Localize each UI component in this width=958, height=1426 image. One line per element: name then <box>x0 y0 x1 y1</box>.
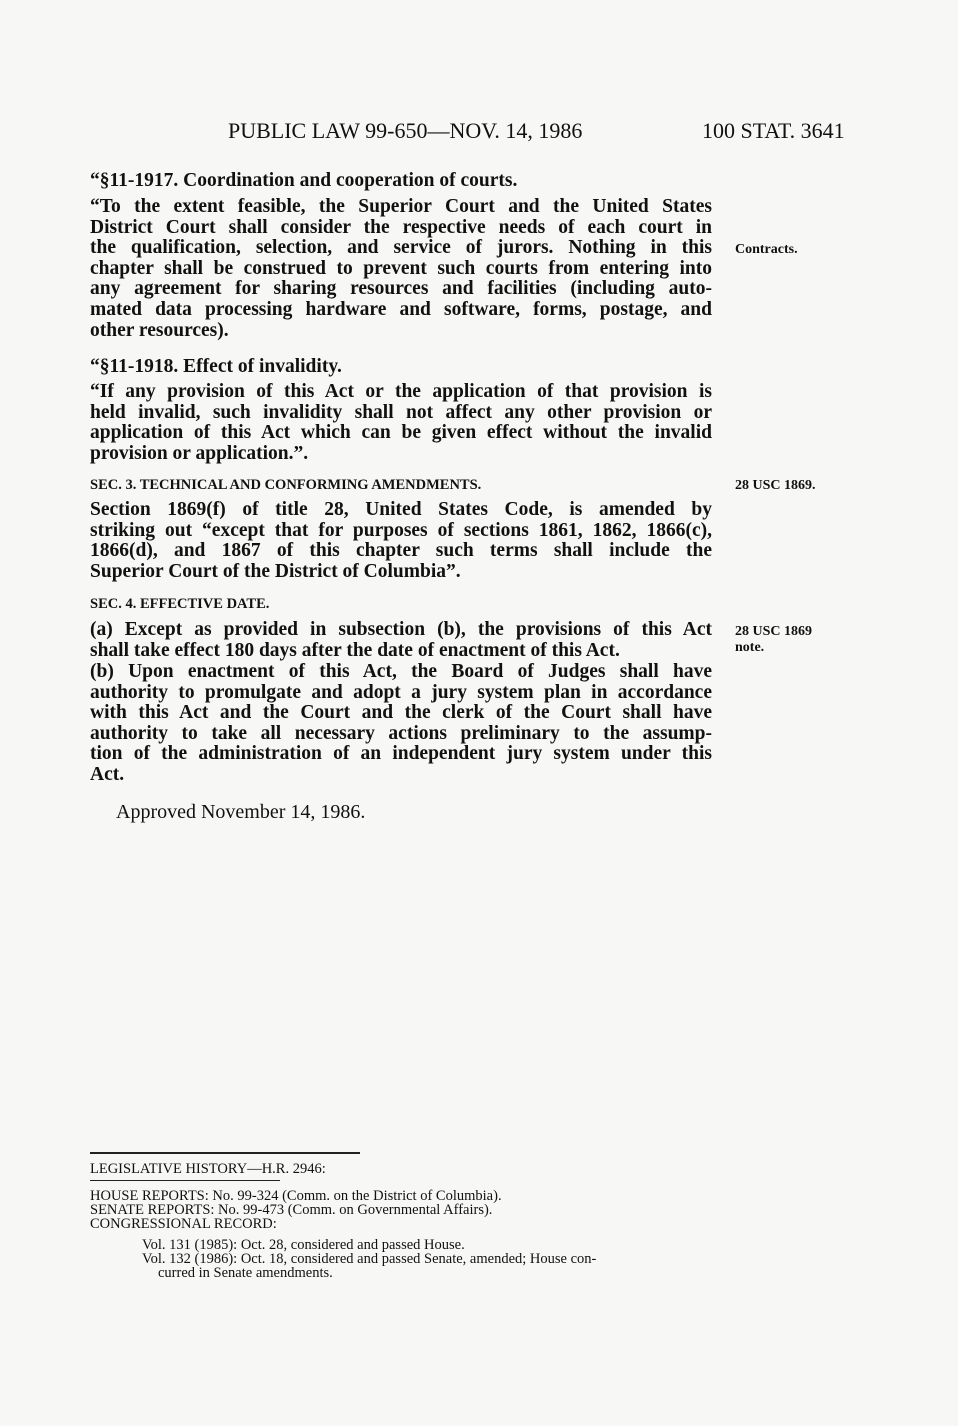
text-line: held invalid, such invalidity shall not affect any other provision or <box>90 402 712 423</box>
margin-note-28usc1869: 28 USC 1869. <box>735 478 816 493</box>
text-line: mated data processing hardware and software, forms, postage, and <box>90 299 712 320</box>
text-line: provision or application.”. <box>90 443 309 464</box>
page-header-title: PUBLIC LAW 99-650—NOV. 14, 1986 <box>228 118 583 143</box>
text-line: 1866(d), and 1867 of this chapter such terms shall include the <box>90 541 712 562</box>
section-11-1918-text <box>90 382 712 464</box>
margin-note-line: note. <box>735 640 765 655</box>
section-11-1917-heading: “§11-1917. Coordination and cooperation of courts. <box>90 170 518 191</box>
sec4-subsection-b <box>90 662 712 786</box>
text-line: authority to take all necessary actions preliminary to the assump- <box>90 723 712 744</box>
sec3-text <box>90 500 712 582</box>
sec3-heading: SEC. 3. TECHNICAL AND CONFORMING AMENDMENTS. <box>90 477 482 493</box>
text-line: “If any provision of this Act or the application of that provision is <box>90 382 712 402</box>
section-11-1917-text <box>90 197 712 341</box>
text-line: application of this Act which can be given effect without the invalid <box>90 423 712 444</box>
congressional-record: CONGRESSIONAL RECORD: <box>90 1216 277 1232</box>
sec4-subsection-a <box>90 620 712 661</box>
margin-note-line: 28 USC 1869 <box>735 624 813 639</box>
text-line: other resources). <box>90 320 229 341</box>
text-line: shall take effect 180 days after the date of enactment of this Act. <box>90 640 620 661</box>
text-line: chapter shall be construed to prevent such courts from entering into <box>90 258 712 279</box>
text-line: tion of the administration of an independent jury system under this <box>90 744 712 765</box>
text-line: with this Act and the Court and the clerk of the Court shall have <box>90 703 712 724</box>
approved-date: Approved November 14, 1986. <box>116 801 366 823</box>
section-11-1918-heading: “§11-1918. Effect of invalidity. <box>90 356 342 377</box>
senate-reports: SENATE REPORTS: No. 99-473 (Comm. on Governmental Affairs). <box>90 1202 493 1218</box>
record-vol-131: Vol. 131 (1985): Oct. 28, considered and passed House. <box>142 1237 465 1253</box>
sec4-heading: SEC. 4. EFFECTIVE DATE. <box>90 596 270 612</box>
text-line: (a) Except as provided in subsection (b), the provisions of this Act <box>90 620 712 640</box>
text-line: “To the extent feasible, the Superior Court and the United States <box>90 197 712 217</box>
text-line: Section 1869(f) of title 28, United States Code, is amended by <box>90 500 712 520</box>
page-header-stat: 100 STAT. 3641 <box>702 118 845 143</box>
margin-note-contracts: Contracts. <box>735 242 798 257</box>
legislative-history-title: LEGISLATIVE HISTORY—H.R. 2946: <box>90 1161 326 1177</box>
text-line: Superior Court of the District of Columbia”. <box>90 561 461 582</box>
history-title-underline <box>90 1180 280 1181</box>
text-line: authority to promulgate and adopt a jury system plan in accordance <box>90 682 712 703</box>
text-line: District Court shall consider the respective needs of each court in <box>90 217 712 238</box>
text-line: striking out “except that for purposes of sections 1861, 1862, 1866(c), <box>90 520 712 541</box>
text-line: Act. <box>90 764 125 785</box>
text-line: any agreement for sharing resources and facilities (including auto- <box>90 279 712 300</box>
text-line: (b) Upon enactment of this Act, the Board of Judges shall have <box>90 662 712 682</box>
text-line: the qualification, selection, and service of jurors. Nothing in this <box>90 238 712 259</box>
record-vol-132-cont: curred in Senate amendments. <box>158 1265 333 1281</box>
record-vol-132: Vol. 132 (1986): Oct. 18, considered and passed Senate, amended; House con- <box>142 1251 597 1267</box>
house-reports: HOUSE REPORTS: No. 99-324 (Comm. on the District of Columbia). <box>90 1188 502 1204</box>
footnote-rule <box>90 1152 360 1154</box>
margin-note-28usc1869-note <box>735 624 812 656</box>
